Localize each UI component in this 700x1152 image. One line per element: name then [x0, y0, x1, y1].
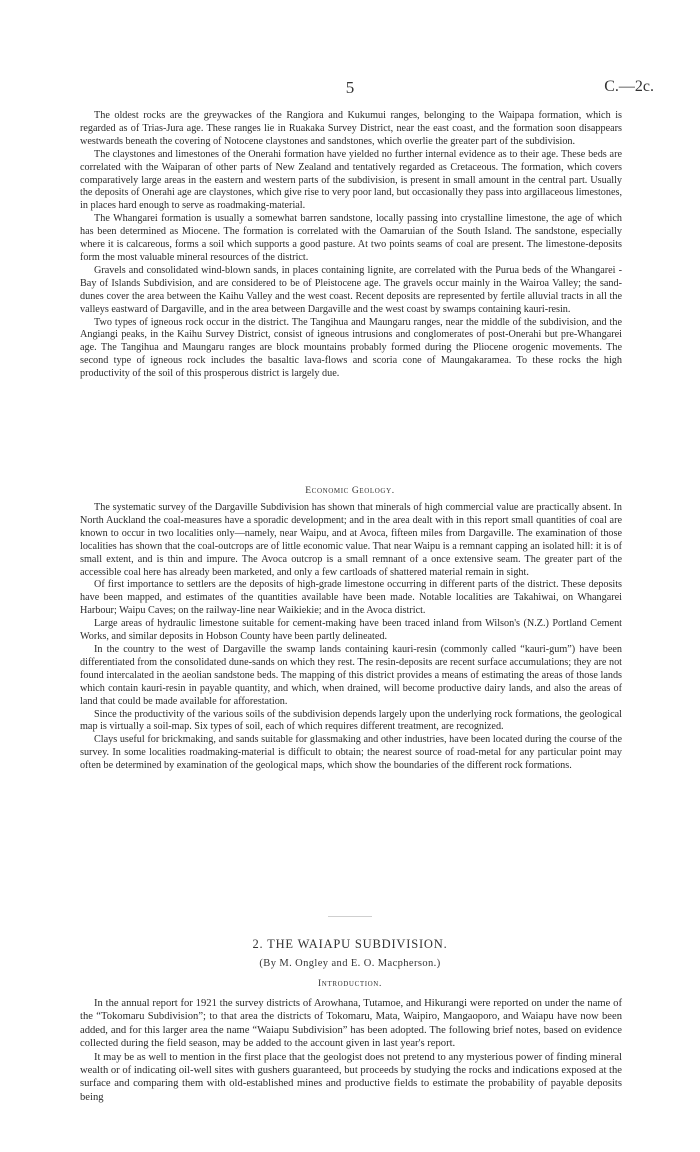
paragraph: Since the productivity of the various soils of the subdivision depends largely upon the underlying rock formations, the geological map is virtually a soil-map. Six types of soil, each of which requires different treatment, are recognized.: [80, 708, 622, 733]
paragraph: The systematic survey of the Dargaville Subdivision has shown that minerals of high commercial value are practically absent. In North Auckland the coal-measures have a sporadic development; and in the area dealt with in this report small quantities of coal are known to occur in two localities only—namely, near Waipu, and at Avoca, fifteen miles from Dargaville. The examination of those localities has shown that the coal-outcrops are of little economic value. That near Waipu is a remnant capping an isolated hill: it is of small extent, and is thin and impure. The Avoca outcrop is a small remnant of a once extensive seam. The greater part of the accessible coal here has already been marketed, and only a few cartloads of shattered material remain in sight.: [80, 502, 622, 578]
paragraph: In the annual report for 1921 the survey districts of Arowhana, Tutamoe, and Hikurangi were reported on under the name of the “Tokomaru Subdivision”; to that area the districts of Tokomaru, Mata, Waipiro, Mangaoporo, and Waiapu have now been added, and for this larger area the name “Waiapu Subdivision” has been adopted. The following brief notes, based on evidence collected during the field season, may be added to the account given in last year's report.: [80, 998, 622, 1050]
page-number: 5: [345, 78, 355, 97]
waiapu-introduction: [80, 997, 622, 1104]
paragraph: The Whangarei formation is usually a somewhat barren sandstone, locally passing into crystalline limestone, the age of which has been determined as Miocene. The formation is correlated with the Oamaruian of the South Island. The sandstone, especially where it is calcareous, forms a soil which supports a good pasture. At two points seams of coal are present. The limestone-deposits form the most valuable mineral resources of the district.: [80, 213, 622, 263]
paragraph: Gravels and consolidated wind-blown sands, in places containing lignite, are correlated with the Purua beds of the Whangarei - Bay of Islands Subdivision, and are considered to be of Pleistocene age. The gravels occur mainly in the Wairoa Valley; the sand-dunes cover the area between the Kaihu Valley and the west coast. Recent deposits are represented by fertile alluvial tracts in all the valleys eastward of Dargaville, and in the area between Dargaville and the west coast by swamps containing kauri-resin.: [80, 264, 622, 315]
paragraph: Of first importance to settlers are the deposits of high-grade limestone occurring in different parts of the district. These deposits have been mapped, and estimates of the quantities available have been made. Notable localities are Takahiwai, on Whangarei Harbour; Waipu Caves; on the railway-line near Waikiekie; and in the Avoca district.: [80, 579, 622, 617]
economic-geology-heading: Economic Geology.: [305, 486, 395, 496]
paragraph: The oldest rocks are the greywackes of the Rangiora and Kukumui ranges, belonging to the Waipapa formation, which is regarded as of Trias-Jura age. These ranges lie in Ruakaka Survey District, near the east coast, and the formation soon disappears westwards beneath the covering of Notocene claystones and sandstones, which overlie the greater part of the subdivision.: [80, 110, 622, 147]
paragraph: It may be as well to mention in the first place that the geologist does not pretend to any mysterious power of finding mineral wealth or of indicating oil-well sites with gushers guaranteed, but proceeds by studying the rocks and indications exposed at the surface and comparing them with old-established mines and productive fields to estimate the probability of payable deposits being: [80, 1051, 622, 1103]
section-title: 2. THE WAIAPU SUBDIVISION.: [252, 937, 448, 951]
geology-section: [80, 110, 622, 381]
economic-geology-section: [80, 502, 622, 773]
document-reference: C.—2c.: [604, 78, 654, 95]
paragraph: Clays useful for brickmaking, and sands suitable for glassmaking and other industries, have been located during the course of the survey. In some localities roadmaking-material is difficult to obtain; the nearest source of road-metal for any particular point may often be determined by examination of the geological maps, which show the boundaries of the different rock formations.: [80, 734, 622, 772]
section-divider: [328, 916, 372, 917]
paragraph: In the country to the west of Dargaville the swamp lands containing kauri-resin (commonly called “kauri-gum”) have been differentiated from the consolidated dune-sands on which they rest. The resin-deposits are recent surface accumulations; they are not found intercalated in the aeolian sandstone beds. The mapping of this district provides a means of estimating the areas of those lands which contain kauri-resin in payable quantity, and which, when drained, will become productive dairy lands, and also the areas of land that could be made available for afforestation.: [80, 643, 622, 707]
section-authors: (By M. Ongley and E. O. Macpherson.): [259, 958, 441, 969]
paragraph: Large areas of hydraulic limestone suitable for cement-making have been traced inland from Wilson's (N.Z.) Portland Cement Works, and similar deposits in Hobson County have been partly delineated.: [80, 618, 622, 643]
paragraph: Two types of igneous rock occur in the district. The Tangihua and Maungaru ranges, near the middle of the subdivision, and the Angiangi peaks, in the Kaihu Survey District, consist of igneous intrusions and conglomerates of post-Onerahi but pre-Whangarei age. The Tangihua and Maungaru ranges are block mountains probably formed during the Pliocene orogenic movements. The second type of igneous rock includes the basaltic lava-flows and scoria cone of Maungakaramea. To these rocks the high productivity of the soil of this prosperous district is largely due.: [80, 316, 622, 380]
introduction-heading: Introduction.: [318, 979, 382, 989]
paragraph: The claystones and limestones of the Onerahi formation have yielded no further internal evidence as to their age. These beds are correlated with the Waiparan of other parts of New Zealand and tentatively regarded as Cretaceous. The formation, which covers comparatively large areas in the eastern and western parts of the subdivision, is present in small amount in the central part. Usually the deposits of Onerahi age are claystones, which give rise to very poor land, but occasionally they pass into argillaceous limestones, in places hard enough to serve as roadmaking-material.: [80, 148, 622, 212]
